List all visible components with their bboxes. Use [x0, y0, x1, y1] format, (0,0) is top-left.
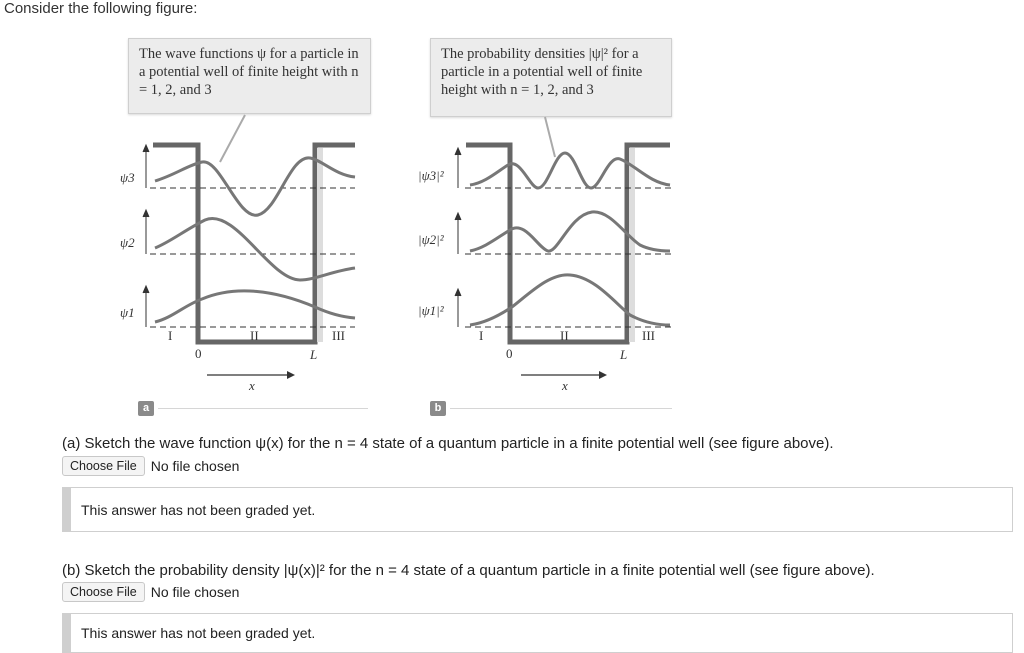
region-label-1: I — [168, 328, 173, 343]
question-b-text: (b) Sketch the probability density |ψ(x)|² for the n = 4 state of a quantum particle in a finite potential well (see figure above). — [62, 562, 875, 579]
prob2-curve — [470, 212, 670, 251]
panel-divider-b — [450, 408, 672, 409]
length-label: L — [310, 347, 318, 362]
callout-pointer-a — [220, 115, 245, 162]
figure — [110, 35, 680, 420]
x-axis-label: x — [562, 378, 568, 393]
panel-a-graphic — [143, 115, 355, 379]
region-label-1: I — [479, 328, 484, 343]
axis-label-prob2: |ψ2|² — [418, 232, 444, 247]
grade-status-a — [62, 487, 1013, 532]
file-status-a: No file chosen — [150, 458, 240, 474]
axis-label-psi1: ψ1 — [120, 305, 135, 320]
region-label-3: III — [642, 328, 655, 343]
axis-label-prob3: |ψ3|² — [418, 168, 444, 183]
choose-file-button-b[interactable]: Choose File — [62, 582, 145, 602]
grade-status-text-b: This answer has not been graded yet. — [81, 625, 316, 641]
region-label-2: II — [250, 328, 259, 343]
axis-arrows-b — [455, 148, 461, 327]
x-axis-label: x — [249, 378, 255, 393]
question-a-text: (a) Sketch the wave function ψ(x) for the n = 4 state of a quantum particle in a finite potential well (see figure above). — [62, 435, 834, 452]
region-label-3: III — [332, 328, 345, 343]
psi2-curve — [155, 218, 355, 280]
axis-label-prob1: |ψ1|² — [418, 303, 444, 318]
zero-label: 0 — [506, 346, 513, 361]
potential-well-diagram — [110, 35, 680, 420]
axis-label-psi2: ψ2 — [120, 235, 135, 250]
callout-b: The probability densities |ψ|² for a particle in a potential well of finite height with n = 1, 2, and 3 — [430, 38, 672, 117]
zero-label: 0 — [195, 346, 202, 361]
axis-arrows-a — [143, 145, 149, 327]
panel-label-b: b — [430, 401, 446, 416]
file-upload-b — [62, 582, 239, 602]
psi1-curve — [155, 291, 355, 322]
axis-label-psi3: ψ3 — [120, 170, 135, 185]
callout-pointer-b — [545, 117, 555, 157]
prompt-text: Consider the following figure: — [4, 0, 198, 17]
panel-divider-a — [158, 408, 368, 409]
panel-label-a: a — [138, 401, 154, 416]
grade-status-b — [62, 613, 1013, 653]
region-label-2: II — [560, 328, 569, 343]
prob1-curve — [470, 275, 670, 325]
file-status-b: No file chosen — [150, 584, 240, 600]
callout-a: The wave functions ψ for a particle in a potential well of finite height with n = 1, 2, and 3 — [128, 38, 371, 114]
file-upload-a — [62, 456, 239, 476]
grade-status-text-a: This answer has not been graded yet. — [81, 501, 316, 518]
psi3-curve — [155, 158, 355, 215]
choose-file-button-a[interactable]: Choose File — [62, 456, 145, 476]
length-label: L — [620, 347, 628, 362]
prob3-curve — [470, 153, 670, 188]
